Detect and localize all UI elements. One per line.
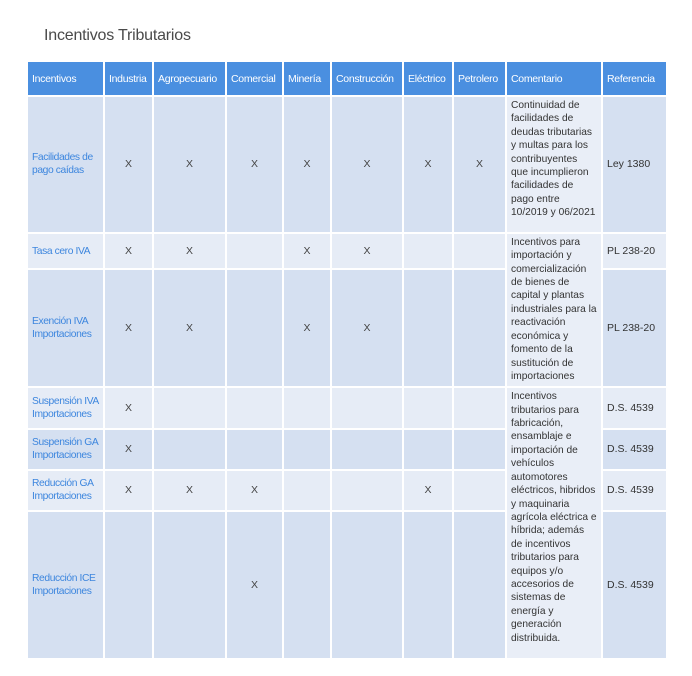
mark-cell [453, 269, 506, 387]
mark-cell: X [283, 233, 331, 270]
reference-cell: D.S. 4539 [602, 511, 666, 659]
mark-cell [403, 233, 453, 270]
mark-cell: X [104, 429, 153, 470]
mark-cell: X [283, 269, 331, 387]
mark-cell: X [403, 96, 453, 233]
mark-cell: X [153, 269, 226, 387]
mark-cell: X [453, 96, 506, 233]
incentive-name: Suspensión IVA Importaciones [28, 387, 104, 428]
comment-cell: Incentivos tributarios para fabricación, ensamblaje e importación de vehículos automotores eléctricos, hibridos y maquinaria agrícola eléctrica e híbrida; además de incentivos tributarios para equipos y/o accesorios de sistemas de energía y generación distribuida. [506, 387, 602, 659]
mark-cell [403, 387, 453, 428]
mark-cell [153, 429, 226, 470]
mark-cell [403, 269, 453, 387]
header-comercial: Comercial [226, 62, 283, 96]
mark-cell: X [331, 96, 403, 233]
incentive-name: Tasa cero IVA [28, 233, 104, 270]
header-electrico: Eléctrico [403, 62, 453, 96]
comment-cell: Continuidad de facilidades de deudas tributarias y multas para los contribuyentes que incumplieron facilidades de pago entre 10/2019 y 06/2021 [506, 96, 602, 233]
mark-cell: X [153, 96, 226, 233]
mark-cell [226, 233, 283, 270]
mark-cell [283, 470, 331, 511]
mark-cell: X [104, 269, 153, 387]
mark-cell [226, 387, 283, 428]
mark-cell [403, 511, 453, 659]
mark-cell [331, 429, 403, 470]
incentive-name: Facilidades de pago caídas [28, 96, 104, 233]
header-comentario: Comentario [506, 62, 602, 96]
incentives-table [28, 62, 666, 660]
mark-cell: X [331, 233, 403, 270]
header-construccion: Construcción [331, 62, 403, 96]
mark-cell [283, 511, 331, 659]
mark-cell [453, 233, 506, 270]
header-mineria: Minería [283, 62, 331, 96]
header-incentivos: Incentivos [28, 62, 104, 96]
mark-cell: X [104, 233, 153, 270]
mark-cell: X [226, 470, 283, 511]
mark-cell [453, 387, 506, 428]
mark-cell [403, 429, 453, 470]
table-row [28, 387, 666, 428]
mark-cell: X [226, 96, 283, 233]
mark-cell [226, 269, 283, 387]
table-row [28, 233, 666, 270]
mark-cell: X [153, 233, 226, 270]
mark-cell: X [283, 96, 331, 233]
page-title: Incentivos Tributarios [44, 27, 191, 44]
incentive-name: Suspensión GA Importaciones [28, 429, 104, 470]
reference-cell: Ley 1380 [602, 96, 666, 233]
header-row [28, 62, 666, 96]
incentive-name: Reducción GA Importaciones [28, 470, 104, 511]
header-agropecuario: Agropecuario [153, 62, 226, 96]
comment-cell: Incentivos para importación y comercialización de bienes de capital y plantas industriales para la reactivación económica y fomento de la sustitución de importaciones [506, 233, 602, 387]
mark-cell: X [331, 269, 403, 387]
mark-cell: X [153, 470, 226, 511]
mark-cell [104, 511, 153, 659]
mark-cell: X [226, 511, 283, 659]
reference-cell: D.S. 4539 [602, 429, 666, 470]
mark-cell [153, 511, 226, 659]
mark-cell [283, 429, 331, 470]
header-petrolero: Petrolero [453, 62, 506, 96]
mark-cell [226, 429, 283, 470]
reference-cell: PL 238-20 [602, 269, 666, 387]
mark-cell [453, 470, 506, 511]
incentive-name: Exención IVA Importaciones [28, 269, 104, 387]
header-industria: Industria [104, 62, 153, 96]
table-row [28, 96, 666, 233]
mark-cell [331, 470, 403, 511]
reference-cell: PL 238-20 [602, 233, 666, 270]
mark-cell [453, 511, 506, 659]
mark-cell: X [104, 96, 153, 233]
reference-cell: D.S. 4539 [602, 387, 666, 428]
mark-cell: X [104, 387, 153, 428]
mark-cell [283, 387, 331, 428]
mark-cell [153, 387, 226, 428]
mark-cell: X [403, 470, 453, 511]
incentive-name: Reducción ICE Importaciones [28, 511, 104, 659]
header-referencia: Referencia [602, 62, 666, 96]
reference-cell: D.S. 4539 [602, 470, 666, 511]
mark-cell: X [104, 470, 153, 511]
mark-cell [453, 429, 506, 470]
mark-cell [331, 511, 403, 659]
mark-cell [331, 387, 403, 428]
